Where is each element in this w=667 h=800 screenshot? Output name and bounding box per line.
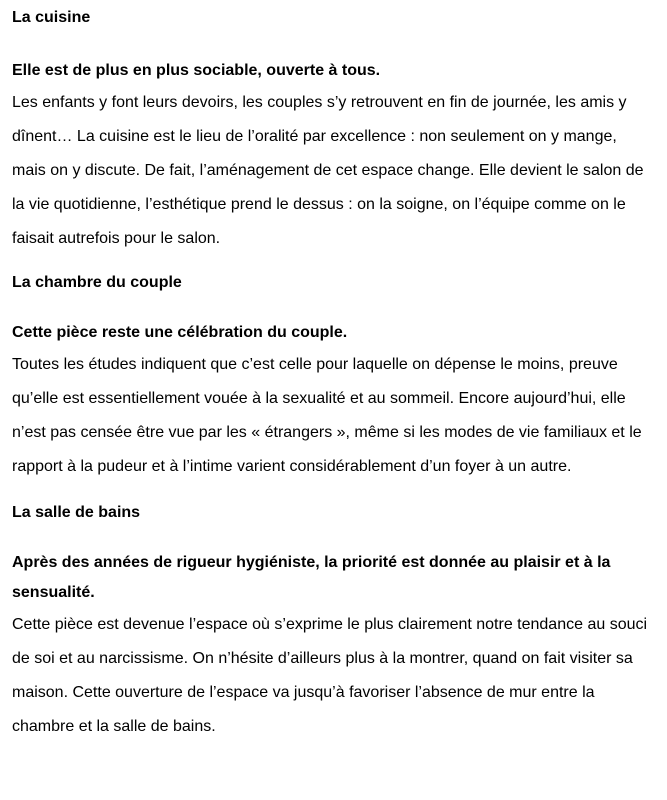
section-lead-salle-de-bains: Après des années de rigueur hygiéniste, la priorité est donnée au plaisir et à la sensualité. <box>12 554 611 601</box>
section-heading-la-cuisine: La cuisine <box>12 9 91 26</box>
section-heading-salle-de-bains: La salle de bains <box>12 504 141 521</box>
section-body-salle-de-bains: Cette pièce est devenue l’espace où s’exprime le plus clairement notre tendance au souci de soi et au narcissisme. On n’hésite d’ailleurs plus à la montrer, quand on fait visiter sa maison. Cette ouverture de l’espace va jusqu’à favoriser l’absence de mur entre la chambre et la salle de bains. <box>12 616 648 735</box>
section-body-la-cuisine: Les enfants y font leurs devoirs, les couples s’y retrouvent en fin de journée, les amis y dînent… La cuisine est le lieu de l’oralité par excellence : non seulement on y mange, mais on y discute. De fait, l’aménagement de cet espace change. Elle devient le salon de la vie quotidienne, l’esthétique prend le dessus : on la soigne, on l’équipe comme on le faisait autrefois pour le salon. <box>12 94 644 247</box>
section-body-chambre-du-couple: Toutes les études indiquent que c’est celle pour laquelle on dépense le moins, preuve qu’elle est essentiellement vouée à la sexualité et au sommeil. Encore aujourd’hui, elle n’est pas censée être vue par les « étrangers », même si les modes de vie familiaux et le rapport à la pudeur et à l’intime varient considérablement d’un foyer à un autre. <box>12 356 642 475</box>
section-lead-chambre-du-couple: Cette pièce reste une célébration du couple. <box>12 324 348 341</box>
section-heading-chambre-du-couple: La chambre du couple <box>12 274 182 291</box>
section-lead-la-cuisine: Elle est de plus en plus sociable, ouverte à tous. <box>12 62 381 79</box>
